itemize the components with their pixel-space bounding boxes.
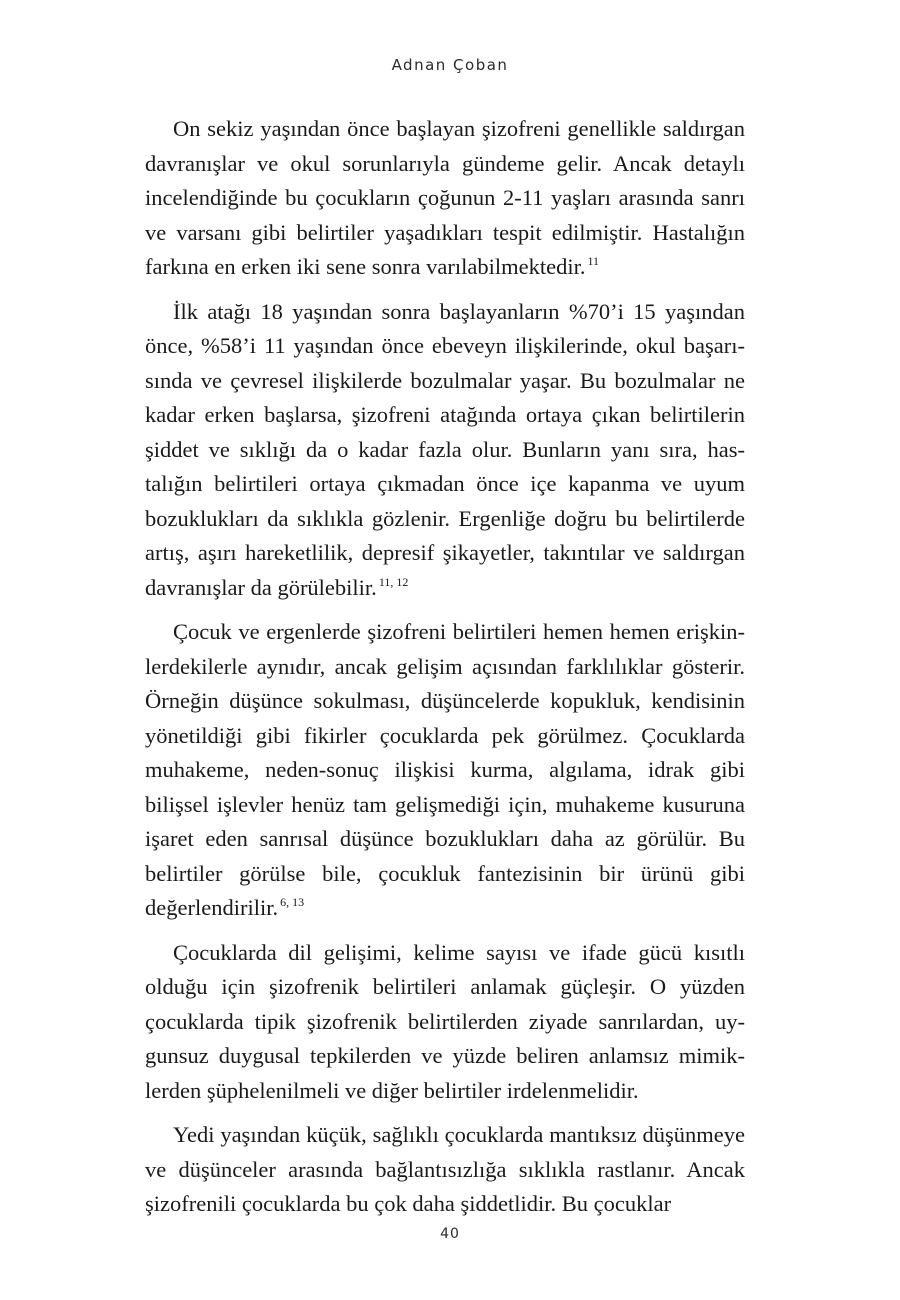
paragraph-2 [145, 295, 745, 606]
paragraph-5 [145, 1118, 745, 1222]
running-head-author: Adnan Çoban [391, 56, 509, 74]
footnote-ref: 11, 12 [378, 574, 409, 589]
paragraph-text: On sekiz yaşından önce başlayan şizofreni genellikle saldırgan davranışlar ve okul sorunlarıyla gündeme gelir. Ancak detaylı incelendiğinde bu çocukların çoğunun 2-11 yaşları arasında sanrı ve varsanı gibi belirtiler yaşadıkları tespit edilmiştir. Hastalığın farkına en erken iki sene sonra varılabilmektedir. [145, 116, 745, 279]
paragraph-text: İlk atağı 18 yaşından sonra başlayanların %70’i 15 yaşından önce, %58’i 11 yaşından önce ebeveyn ilişkilerinde, okul başarısında ve çevresel ilişkilerde bozulmalar yaşar. Bu bozulmalar ne kadar erken başlarsa, şizofreni atağında ortaya çıkan belirtilerin şiddet ve sıklığı da o kadar fazla olur. Bunların yanı sıra, hastalığın belirtileri ortaya çıkmadan önce içe kapanma ve uyum bozuklukları da sıklıkla gözlenir. Ergenliğe doğru bu belirtilerde artış, aşırı hareketlilik, depresif şikayetler, takıntılar ve saldırgan davranışlar da görülebilir. [145, 298, 745, 600]
paragraph-3 [145, 615, 745, 926]
body-text [145, 112, 745, 1222]
paragraph-text: Çocuklarda dil gelişimi, kelime sayısı ve ifade gücü kısıtlı olduğu için şizofrenik belirtileri anlamak güçleşir. O yüzden çocuklarda tipik şizofrenik belirtilerden ziyade sanrılardan, uygunsuz duygusal tepkilerden ve yüzde beliren anlamsız mimiklerden şüphelenilmeli ve diğer belirtiler irdelenmelidir. [145, 939, 745, 1103]
footnote-ref: 6, 13 [280, 895, 305, 909]
page-number: 40 [440, 1226, 460, 1242]
paragraph-1 [145, 112, 745, 285]
paragraph-text: Yedi yaşından küçük, sağlıklı çocuklarda mantıksız düşünmeye ve düşünceler arasında bağlantısızlığa sıklıkla rastlanır. Ancak şizofrenili çocuklarda bu çok daha şiddetlidir. Bu çocuklar [145, 1122, 745, 1216]
paragraph-text: Çocuk ve ergenlerde şizofreni belirtileri hemen hemen erişkinlerdekilerle aynıdır, ancak gelişim açısından farklılıklar gösterir. Örneğin düşünce sokulması, düşüncelerde kopukluk, kendisinin yönetildiği gibi fikirler çocuklarda pek görülmez. Çocuklarda muhakeme, neden-sonuç ilişkisi kurma, algılama, idrak gibi bilişsel işlevler henüz tam gelişmediği için, muhakeme kusuruna işaret eden sanrısal düşünce bozuklukları daha az görülür. Bu belirtiler görülse bile, çocukluk fantezisinin bir ürünü gibi değerlendirilir. [145, 619, 745, 920]
paragraph-4 [145, 936, 745, 1109]
footnote-ref: 11 [587, 254, 600, 268]
